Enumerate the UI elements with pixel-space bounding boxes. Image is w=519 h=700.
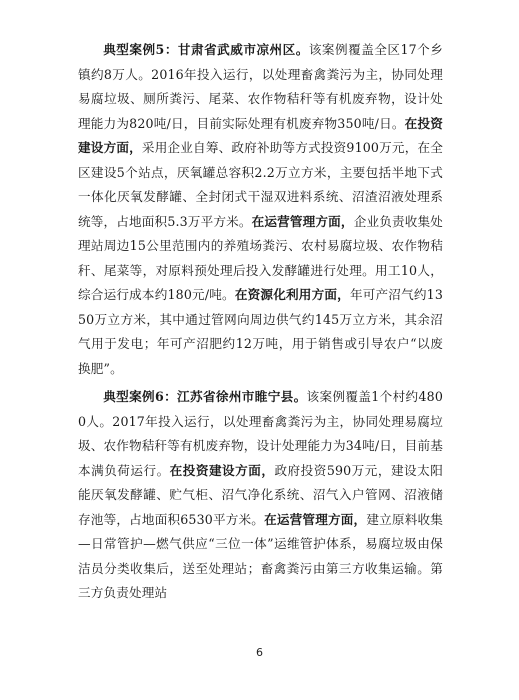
case-5-investment-text: 采用企业自筹、政府补助等方式投资9100万元，在全区建设5个站点，厌氧罐总容积2.2万立方米，主要包括半地下式一体化厌氧发酵罐、全封闭式干湿双进料系统、沼渣沼液处理系统等，占地面积5.3万平方米。 bbox=[78, 140, 443, 229]
case-5-overview: 该案例覆盖全区17个乡镇约8万人。2016年投入运行，以处理畜禽粪污为主，协同处理易腐垃圾、厕所粪污、尾菜、农作物秸秆等有机废弃物，设计处理能力为820吨/日，目前实际处理有机废弃物350吨/日。 bbox=[78, 42, 443, 131]
case-6-operation-text: 建立原料收集—日常管护—燃气供应“三位一体”运维管护体系，易腐垃圾由保洁员分类收集后，送至处理站；畜禽粪污由第三方收集运输。第三方负责处理站 bbox=[78, 511, 443, 600]
case-5-paragraph bbox=[78, 38, 443, 381]
case-6-paragraph bbox=[78, 385, 443, 606]
page-number: 6 bbox=[256, 646, 263, 659]
case-5-title: 典型案例5：甘肃省武威市凉州区。 bbox=[103, 42, 309, 57]
page-content bbox=[78, 38, 443, 606]
case-6-investment-heading: 在投资建设方面， bbox=[169, 462, 275, 478]
case-5-investment-heading: 在投资建设方面， bbox=[78, 115, 443, 155]
case-5-operation-text: 企业负责收集处理站周边15公里范围内的养殖场粪污、农村易腐垃圾、农作物秸秆、尾菜等，对原料预处理后投入发酵罐进行处理。用工10人，综合运行成本约180元/吨。 bbox=[78, 213, 443, 302]
case-5-utilization-heading: 在资源化利用方面， bbox=[234, 287, 350, 302]
case-6-overview: 该案例覆盖1个村约4800人。2017年投入运行，以处理畜禽粪污为主，协同处理易腐垃圾、农作物秸秆等有机废弃物，设计处理能力为34吨/日，目前基本满负荷运行。 bbox=[78, 389, 443, 478]
case-6-investment-text: 政府投资590万元，建设太阳能厌氧发酵罐、贮气柜、沼气净化系统、沼气入户管网、沼液储存池等，占地面积6530平方米。 bbox=[78, 462, 443, 527]
case-6-title: 典型案例6：江苏省徐州市睢宁县。 bbox=[103, 389, 307, 404]
case-5-operation-heading: 在运营管理方面， bbox=[251, 213, 354, 229]
case-5-utilization-text: 年可产沼气约1350万立方米，其中通过管网向周边供气约145万立方米，其余沼气用于发电；年可产沼肥约12万吨，用于销售或引导农户“以废换肥”。 bbox=[78, 287, 443, 376]
case-6-operation-heading: 在运营管理方面， bbox=[264, 511, 367, 527]
